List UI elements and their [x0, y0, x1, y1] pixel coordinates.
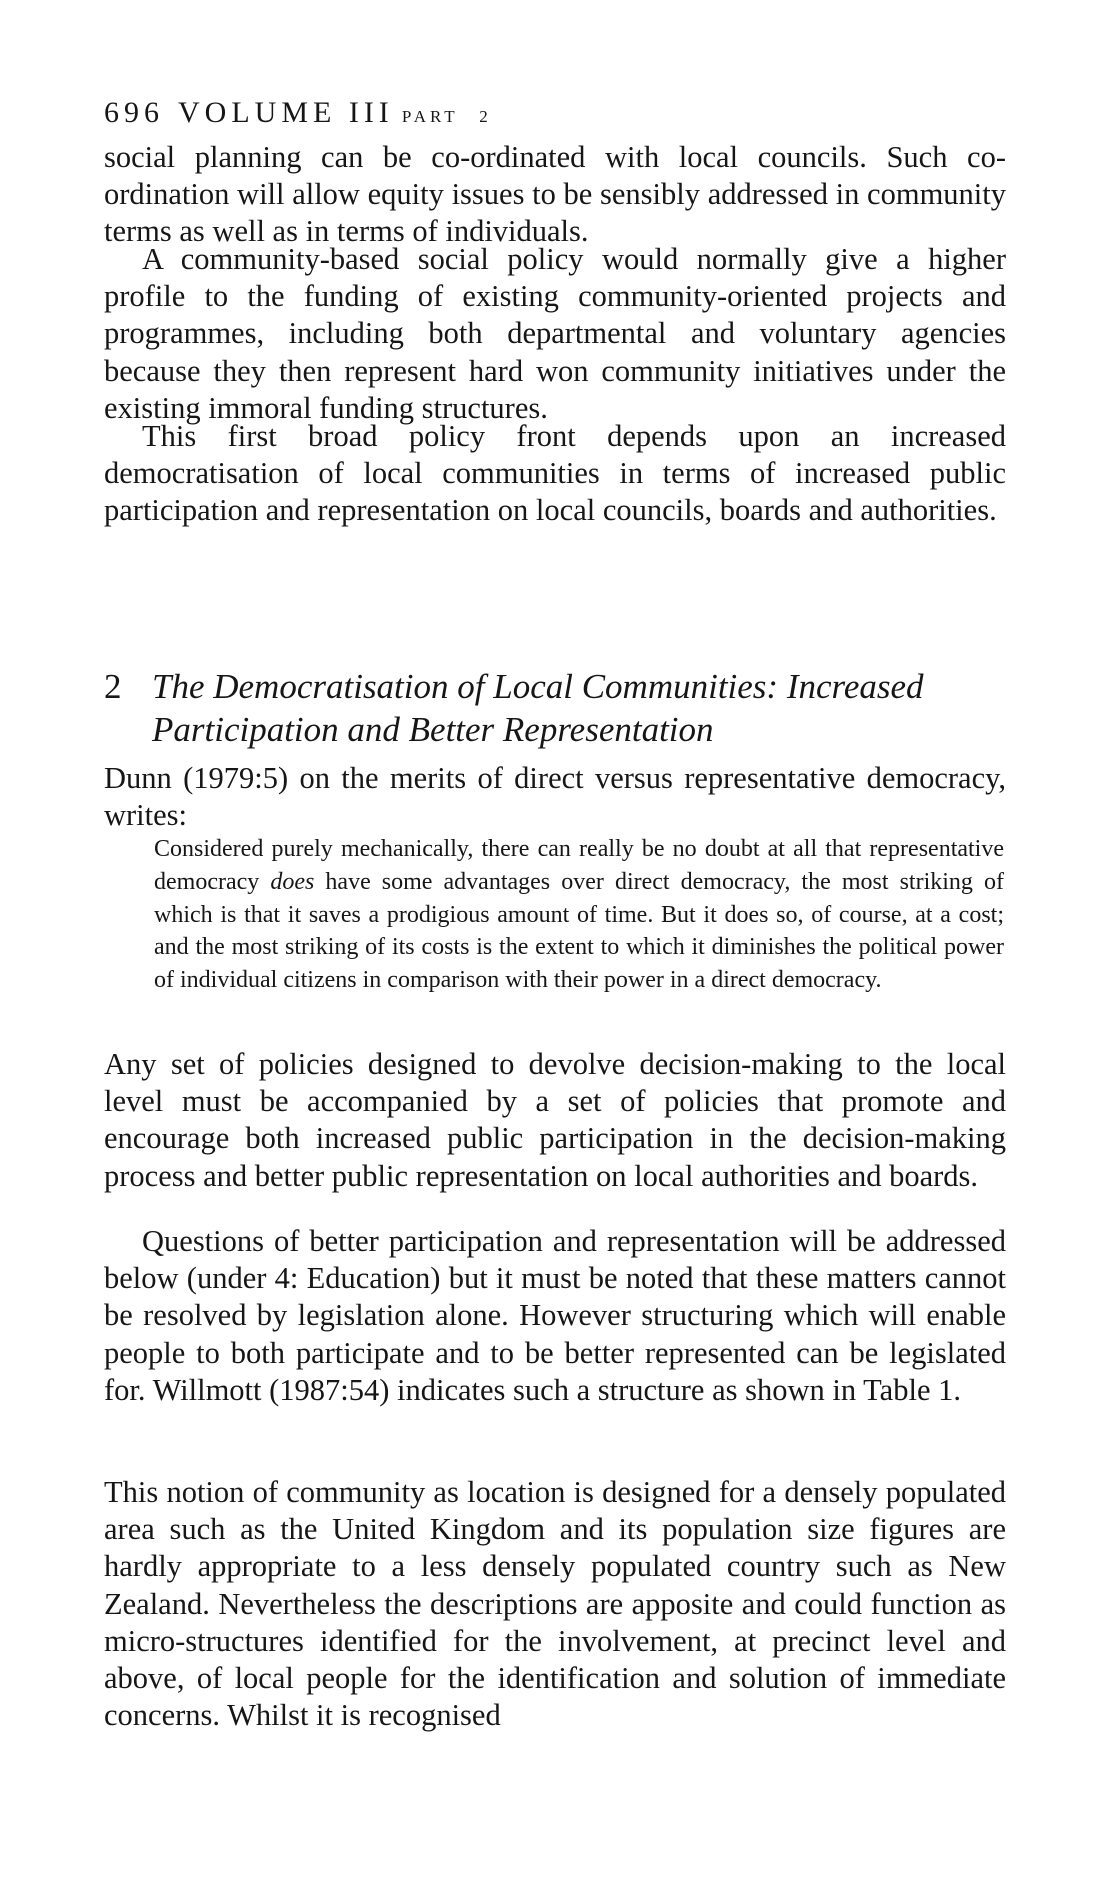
paragraph-participation: Questions of better participation and representation will be addressed below (under 4: Education) but it must be noted that these matters cannot be resolved by legislation alone. However structuring which will enable people to both participate and to be better represented can be legislated for. Willmott (1987:54) indicates such a structure as shown in Table 1.	[104, 1224, 1006, 1407]
quote-text-start: Considered purely mechanically, there can really be no doubt at all that representative democracy	[154, 836, 1004, 895]
volume-label: VOLUME	[178, 96, 337, 129]
quote-text-end: have some advantages over direct democracy, the most striking of which is that it saves a prodigious amount of time. But it does so, of course, at a cost; and the most striking of its costs is the extent to which it diminishes the political power of individual citizens in comparison with their power in a direct democracy.	[154, 868, 1004, 994]
paragraph-devolve-policies: Any set of policies designed to devolve decision-making to the local level must be accompanied by a set of policies that promote and encourage both increased public participation in the decision-making process and better public representation on local authorities and boards.	[104, 1047, 1006, 1193]
paragraph-dunn-intro: Dunn (1979:5) on the merits of direct versus representative democracy, writes:	[104, 761, 1006, 833]
section-number: 2	[104, 667, 122, 706]
running-header	[104, 96, 492, 130]
paragraph-community-location: This notion of community as location is designed for a densely populated area such as the United Kingdom and its population size figures are hardly appropriate to a less densely populated country such as New Zealand. Nevertheless the descriptions are apposite and could function as micro-structures identified for the involvement, at precinct level and above, of local people for the identification and solution of immediate concerns. Whilst it is recognised	[104, 1475, 1006, 1733]
section-heading	[104, 665, 1024, 751]
quote-emphasis: does	[270, 868, 315, 895]
volume-number: III	[348, 96, 394, 129]
paragraph-policy-front: This first broad policy front depends upon an increased democratisation of local communities in terms of increased public participation and representation on local councils, boards and authorities.	[104, 419, 1006, 528]
paragraph-community-policy: A community-based social policy would normally give a higher profile to the funding of existing community-oriented projects and programmes, including both departmental and voluntary agencies because they then represent hard won community initiatives under the existing immoral funding structures.	[104, 242, 1006, 425]
page-number: 696	[104, 96, 164, 129]
part-label: PART	[401, 107, 459, 126]
paragraph-continued: social planning can be co-ordinated with local councils. Such co-ordination will allow equity issues to be sensibly addressed in community terms as well as in terms of individuals.	[104, 140, 1006, 249]
part-number: 2	[479, 107, 492, 126]
section-title-line-1: The Democratisation of Local Communities: Increased	[152, 667, 924, 706]
block-quote	[154, 833, 1004, 997]
section-title-line-2: Participation and Better Representation	[152, 710, 714, 749]
